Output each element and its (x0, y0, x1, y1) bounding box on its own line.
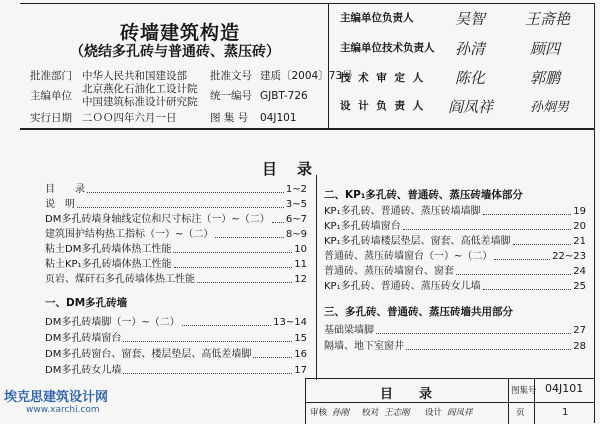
watermark-name: 埃克思建筑设计网 (4, 390, 109, 405)
toc-item-label: 建筑围护结构热工指标（一）~（二） (45, 229, 214, 240)
toc-section-3-title: 三、多孔砖、普通砖、蒸压砖墙共用部分 (324, 306, 513, 318)
toc-item[interactable] (324, 236, 586, 248)
title-block-left (305, 378, 306, 424)
title-block-top (305, 378, 595, 379)
toc-item-page: 16 (294, 349, 307, 360)
editor-unit-label: 主编单位 (30, 90, 72, 102)
editor-unit-1: 北京燕化石油化工设计院 (82, 83, 198, 95)
toc-leader (182, 317, 271, 326)
toc-leader (494, 251, 550, 260)
toc-item[interactable] (45, 199, 307, 211)
unified-no-label: 统一编号 (210, 90, 252, 102)
toc-item-page: 1~2 (285, 184, 307, 195)
title-block-caption: 目 录 (380, 387, 433, 402)
toc-leader (483, 206, 572, 215)
checker: 王志刚 (384, 408, 410, 418)
toc-item-label: KP₁多孔砖、普通砖、蒸压砖墙墙脚 (324, 206, 481, 217)
toc-item-label: 基础梁墙脚 (324, 325, 374, 336)
toc-item-label: 隔墙、地下室窗井 (324, 341, 404, 352)
title-block-mid (305, 402, 595, 403)
toc-item-label: DM多孔砖墙身轴线定位和尺寸标注（一）~（二） (45, 214, 270, 225)
toc-item-page: 11 (294, 259, 307, 270)
toc-leader (513, 236, 572, 245)
toc-item[interactable] (45, 244, 307, 256)
effective-date: 二ＯＯ四年六月一日 (82, 112, 177, 124)
signature-1b: 王斋艳 (525, 10, 571, 28)
toc-leader (483, 281, 572, 290)
toc-item[interactable] (45, 274, 307, 286)
title-block-vdiv2 (534, 378, 535, 424)
toc-item-page: 20 (573, 221, 586, 232)
toc-leader (77, 199, 284, 208)
toc-section-2-title: 二、KP₁多孔砖、普通砖、蒸压砖墙体部分 (324, 189, 523, 201)
toc-item-label: KP₁多孔砖墙楼层垫层、窗套、高低差墙脚 (324, 236, 511, 247)
signature-4a: 阎凤祥 (448, 98, 494, 116)
toc-item-page: 19 (573, 206, 586, 217)
toc-item-label: 目 录 (45, 184, 85, 195)
toc-leader (123, 365, 292, 374)
toc-section-1-title: 一、DM多孔砖墙 (45, 297, 128, 309)
toc-item-page: 24 (573, 266, 586, 277)
toc-heading: 目录 (262, 160, 333, 178)
signature-2b: 顾四 (530, 40, 561, 58)
review-label: 审核 (310, 408, 328, 418)
toc-item[interactable] (324, 221, 586, 233)
frame-top (20, 3, 595, 4)
toc-item-label: DM多孔砖墙脚（一）~（二） (45, 317, 180, 328)
toc-item-label: 粘土DM多孔砖墙体热工性能 (45, 244, 172, 255)
signature-1a: 吴智 (455, 10, 486, 28)
signature-4b: 孙炯男 (530, 100, 570, 115)
toc-item-page: 10 (294, 244, 307, 255)
title-block-vdiv1 (508, 378, 509, 424)
approval-dept-label: 批准部门 (30, 70, 72, 82)
toc-leader (456, 266, 571, 275)
toc-item-page: 6~7 (285, 214, 307, 225)
toc-item[interactable] (324, 325, 586, 337)
toc-item-page: 12 (294, 274, 307, 285)
toc-item[interactable] (324, 251, 586, 263)
toc-item[interactable] (45, 184, 307, 196)
watermark-url: www.xarchi.com (26, 405, 100, 415)
effective-date-label: 实行日期 (30, 112, 72, 124)
toc-leader (406, 341, 571, 350)
toc-item-page: 8~9 (285, 229, 307, 240)
toc-item[interactable] (45, 214, 307, 226)
designer: 阎凤祥 (447, 408, 473, 418)
editor-unit-2: 中国建筑标准设计研究院 (82, 96, 198, 108)
signature-3b: 郭鹏 (530, 69, 561, 87)
toc-leader (272, 214, 284, 223)
toc-item-label: 普通砖、蒸压砖墙窗台、窗套 (324, 266, 454, 277)
toc-leader (173, 244, 292, 253)
toc-item[interactable] (324, 266, 586, 278)
resp-label-3: 技 术 审 定 人 (340, 72, 426, 84)
toc-item-page: 13~14 (273, 317, 307, 328)
doc-subtitle: （烧结多孔砖与普通砖、蒸压砖） (70, 44, 280, 60)
resp-label-4: 设 计 负 责 人 (340, 100, 426, 112)
toc-column-divider (316, 175, 317, 380)
toc-item[interactable] (45, 349, 307, 361)
toc-item-label: 普通砖、蒸压砖墙窗台（一）~（二） (324, 251, 493, 262)
approval-dept: 中华人民共和国建设部 (82, 70, 187, 82)
atlas-no: 04J101 (260, 112, 297, 124)
design-label: 设计 (425, 408, 443, 418)
toc-leader (253, 349, 292, 358)
atlas-no-label: 图 集 号 (210, 112, 249, 124)
check-label: 校对 (362, 408, 380, 418)
toc-item-label: DM多孔砖墙窗台 (45, 333, 122, 344)
unified-no: GJBT-726 (260, 90, 308, 102)
frame-header-bottom (20, 128, 595, 130)
toc-item[interactable] (45, 365, 307, 377)
doc-title: 砖墙建筑构造 (120, 22, 241, 44)
approval-no-label: 批准文号 (210, 70, 252, 82)
resp-label-2: 主编单位技术负责人 (340, 42, 435, 54)
signature-3a: 陈化 (455, 69, 486, 87)
toc-item-label: 说 明 (45, 199, 75, 210)
toc-item-label: 粘土KP₁多孔砖墙体热工性能 (45, 259, 172, 270)
frame-right (594, 3, 595, 423)
toc-item-page: 28 (573, 341, 586, 352)
toc-item-page: 17 (294, 365, 307, 376)
toc-item-page: 3~5 (285, 199, 307, 210)
toc-item-label: DM多孔砖女儿墙 (45, 365, 122, 376)
toc-item-label: KP₁多孔砖、普通砖、蒸压砖女儿墙 (324, 281, 481, 292)
toc-leader (87, 184, 284, 193)
toc-item-page: 25 (573, 281, 586, 292)
toc-item[interactable] (45, 333, 307, 345)
toc-item-label: DM多孔砖窗台、窗套、楼层垫层、高低差墙脚 (45, 349, 252, 360)
page-label: 页 (516, 408, 525, 418)
toc-leader (403, 221, 572, 230)
toc-item-page: 22~23 (552, 251, 586, 262)
frame-header-divider (328, 4, 329, 129)
toc-leader (123, 333, 292, 342)
toc-item[interactable] (324, 206, 586, 218)
toc-item-page: 27 (573, 325, 586, 336)
toc-item[interactable] (45, 229, 307, 241)
title-block-atlas-no: 04J101 (545, 382, 584, 395)
resp-label-1: 主编单位负责人 (340, 12, 414, 24)
toc-leader (215, 229, 284, 238)
signature-2a: 孙清 (455, 40, 486, 58)
toc-item-page: 15 (294, 333, 307, 344)
title-block-atlas-label: 图集号 (511, 386, 537, 396)
toc-item[interactable] (45, 259, 307, 271)
page-number: 1 (562, 407, 569, 418)
toc-item[interactable] (45, 317, 307, 329)
reviewer: 孙刚 (332, 408, 350, 418)
toc-leader (174, 259, 293, 268)
toc-leader (197, 274, 292, 283)
toc-item[interactable] (324, 281, 586, 293)
toc-item[interactable] (324, 341, 586, 353)
toc-leader (376, 325, 571, 334)
watermark (4, 386, 124, 422)
toc-item-label: KP₁多孔砖墙窗台 (324, 221, 401, 232)
toc-item-page: 21 (573, 236, 586, 247)
toc-item-label: 页岩、煤矸石多孔砖墙体热工性能 (45, 274, 195, 285)
approval-no: 建质〔2004〕73号 (260, 70, 353, 82)
